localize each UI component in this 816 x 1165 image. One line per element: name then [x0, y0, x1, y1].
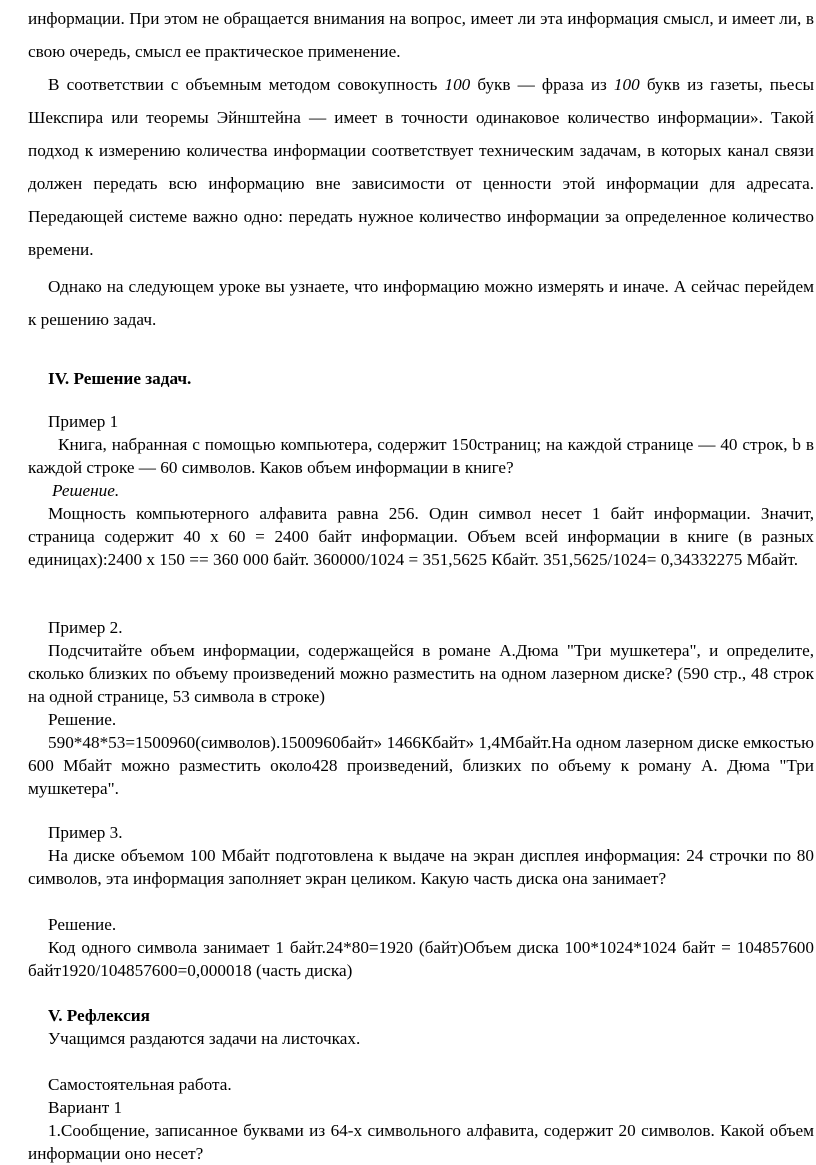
section-heading-reflection: V. Рефлексия [48, 1006, 150, 1025]
paragraph-volumetric-method: В соответствии с объемным методом совокупность 100 букв — фраза из 100 букв из газеты, пьесы Шекспира или теоремы Эйнштейна — имеет в точности одинаковое количество информации». Такой подход к измерению количества информации соответствует техническим задачам, в которых канал связи должен передать всю информацию вне зависимости от ценности этой информации для адресата. Передающей системе важно одно: передать нужное количество информации за определенное количество времени. [28, 75, 814, 259]
task-1-text: 1.Сообщение, записанное буквами из 64-х символьного алфавита, содержит 20 символов. Какой объем информации оно несет? [28, 1121, 814, 1163]
example-1-text: Книга, набранная с помощью компьютера, содержит 150страниц; на каждой странице — 40 строк, b в каждой строке — 60 символов. Каков объем информации в книге? [28, 435, 814, 477]
example-2-text: Подсчитайте объем информации, содержащейся в романе А.Дюма "Три мушкетера", и определите, сколько близких по объему произведений можно разместить на одном лазерном диске? (590 стр., 48 строк на одной странице, 53 символа в строке) [28, 641, 814, 706]
example-3-text: На диске объемом 100 Мбайт подготовлена к выдаче на экран дисплея информация: 24 строчки по 80 символов, эта информация заполняет экран целиком. Какую часть диска она занимает? [28, 846, 814, 888]
example-3-title: Пример 3. [48, 823, 123, 842]
example-3-solution: Код одного символа занимает 1 байт.24*80=1920 (байт)Объем диска 100*1024*1024 байт = 104857600 байт1920/104857600=0,000018 (часть диска) [28, 938, 814, 980]
paragraph-continuation: информации. При этом не обращается внимания на вопрос, имеет ли эта информация смысл, и имеет ли, в свою очередь, смысл ее практическое применение. [28, 9, 814, 61]
example-1-solution: Мощность компьютерного алфавита равна 256. Один символ несет 1 байт информации. Значит, страница содержит 40 х 60 = 2400 байт информации. Объем всей информации в книге (в разных единицах):2400 х 150 == 360 000 байт. 360000/1024 = 351,5625 Кбайт. 351,5625/1024= 0,34332275 Мбайт. [28, 504, 814, 569]
section-heading-problem-solving: IV. Решение задач. [48, 369, 192, 388]
example-2-solution-label: Решение. [48, 710, 117, 729]
example-2-solution: 590*48*53=1500960(символов).1500960байт» 1466Кбайт» 1,4Мбайт.На одном лазерном диске емкостью 600 Мбайт можно разместить около428 произведений, близких по объему к роману А. Дюма "Три мушкетера". [28, 733, 814, 798]
paragraph-next-lesson: Однако на следующем уроке вы узнаете, что информацию можно измерять и иначе. А сейчас перейдем к решению задач. [28, 277, 814, 329]
independent-work-heading: Самостоятельная работа. [48, 1075, 232, 1094]
reflection-text: Учащимся раздаются задачи на листочках. [48, 1029, 361, 1048]
example-3-solution-label: Решение. [48, 915, 117, 934]
example-1-solution-label: Решение. [52, 481, 120, 500]
variant-heading: Вариант 1 [48, 1098, 123, 1117]
example-1-title: Пример 1 [48, 412, 119, 431]
example-2-title: Пример 2. [48, 618, 123, 637]
